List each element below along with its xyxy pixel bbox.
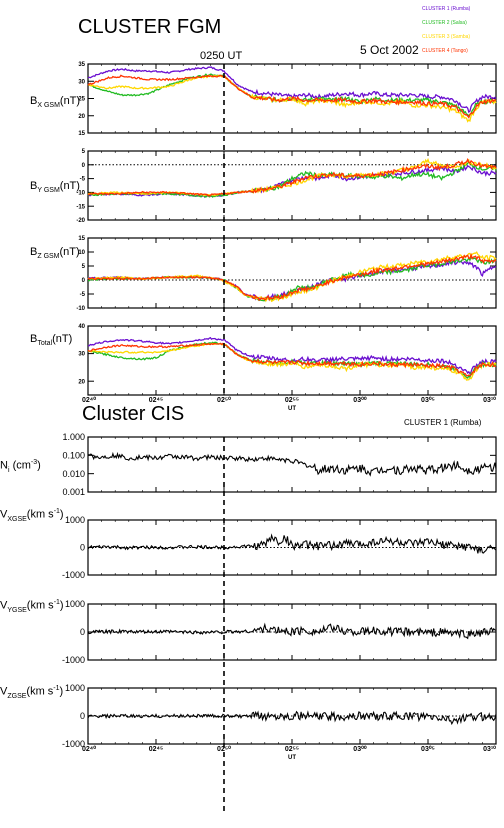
y-tick-label: 1000 — [64, 683, 85, 694]
y-tick-label: 0 — [81, 278, 85, 285]
y-tick-label: -10 — [76, 190, 85, 197]
x-tick-label: 02⁵⁵ — [284, 397, 300, 404]
x-tick-label: 03⁰⁵ — [421, 397, 435, 404]
cis-title: Cluster CIS — [82, 403, 185, 425]
date-label: 5 Oct 2002 — [360, 43, 419, 57]
y-tick-label: 1000 — [64, 599, 85, 610]
y-tick-label: 20 — [78, 379, 85, 386]
x-tick-label: 02⁵⁰ — [217, 746, 231, 753]
y-tick-label: 35 — [78, 62, 85, 69]
y-tick-label: -20 — [76, 218, 85, 225]
y-tick-label: 0 — [79, 542, 85, 553]
y-tick-label: 5 — [81, 149, 85, 156]
y-tick-label: 0.001 — [62, 487, 85, 498]
legend-item-c1: CLUSTER 1 (Rumba) — [422, 6, 471, 12]
x-axis-label: UT — [288, 406, 296, 412]
y-tick-label: -1000 — [61, 655, 85, 666]
x-tick-label: 03¹⁰ — [483, 397, 496, 404]
y-tick-label: 0.100 — [62, 450, 85, 461]
y-tick-label: 0 — [79, 627, 85, 638]
series-line-Vx_gse-1 — [88, 535, 496, 553]
y-tick-label: 5 — [81, 264, 85, 271]
x-tick-label: 02⁴⁵ — [148, 746, 164, 753]
y-tick-label: -1000 — [61, 570, 85, 581]
x-tick-label: 02⁵⁵ — [284, 746, 300, 753]
y-tick-label: -15 — [76, 204, 85, 211]
x-tick-label: 03⁰⁰ — [353, 746, 367, 753]
fgm-title: CLUSTER FGM — [78, 16, 222, 38]
series-line-Vz_gse-1 — [88, 712, 496, 724]
y-tick-label: 30 — [78, 79, 85, 86]
ylabel-btotal: $B_{Total}(nT)$ — [30, 333, 73, 348]
y-tick-label: -5 — [79, 292, 85, 299]
panel-frame-Bz_gsm — [88, 238, 496, 308]
legend-item-c4: CLUSTER 4 (Tango) — [422, 48, 468, 54]
y-tick-label: 30 — [78, 351, 85, 358]
x-tick-label: 03⁰⁵ — [421, 746, 435, 753]
y-tick-label: 25 — [78, 96, 85, 103]
ylabel-bx: $B_{X GSM}(nT)$ — [30, 95, 81, 110]
panel-frame-Ni — [88, 437, 496, 492]
x-tick-label: 02⁴⁰ — [82, 397, 97, 404]
panel-frame-By_gsm — [88, 151, 496, 220]
ylabel-bz: $B_{Z GSM}(nT)$ — [30, 246, 80, 261]
series-line-B_total-2 — [88, 342, 496, 378]
y-tick-label: -10 — [76, 306, 85, 313]
y-tick-label: 1.000 — [62, 432, 85, 443]
y-tick-label: 15 — [78, 236, 85, 243]
x-tick-label: 02⁴⁵ — [148, 397, 164, 404]
series-line-Vy_gse-1 — [88, 624, 496, 638]
event-time-label: 0250 UT — [200, 50, 243, 62]
y-tick-label: 20 — [78, 113, 85, 120]
y-tick-label: 40 — [78, 324, 85, 331]
ylabel-vz: $V_{ZGSE}(km$ $s^{-1}$) — [0, 685, 64, 700]
x-tick-label: 03⁰⁰ — [353, 397, 367, 404]
x-tick-label: 03¹⁰ — [483, 746, 496, 753]
y-tick-label: 1000 — [64, 515, 85, 526]
y-tick-label: 15 — [78, 131, 85, 138]
ylabel-ni: $N_i$ $(cm^{-3})$ — [0, 459, 41, 474]
y-tick-label: 0.010 — [62, 468, 85, 479]
y-tick-label: 0 — [81, 162, 85, 169]
y-tick-label: 10 — [78, 250, 85, 257]
x-tick-label: 02⁵⁰ — [217, 397, 231, 404]
cis-spacecraft-label: CLUSTER 1 (Rumba) — [404, 418, 482, 427]
legend-item-c3: CLUSTER 3 (Samba) — [422, 34, 471, 40]
y-tick-label: -1000 — [61, 739, 85, 750]
ylabel-by: $B_{Y GSM}(nT)$ — [30, 180, 80, 195]
y-tick-label: -5 — [79, 176, 85, 183]
ylabel-vy: $V_{YGSE}(km$ $s^{-1}$) — [0, 599, 64, 614]
x-tick-label: 02⁴⁰ — [82, 746, 97, 753]
series-line-Ni-1 — [88, 454, 496, 476]
y-tick-label: 0 — [79, 711, 85, 722]
x-axis-label: UT — [288, 755, 296, 761]
series-line-Bz_gsm-4 — [88, 255, 496, 300]
legend-item-c2: CLUSTER 2 (Salsa) — [422, 20, 467, 26]
series-line-Bx_gsm-2 — [88, 74, 496, 117]
ylabel-vx: $V_{XGSE}(km$ $s^{-1}$) — [0, 508, 64, 523]
